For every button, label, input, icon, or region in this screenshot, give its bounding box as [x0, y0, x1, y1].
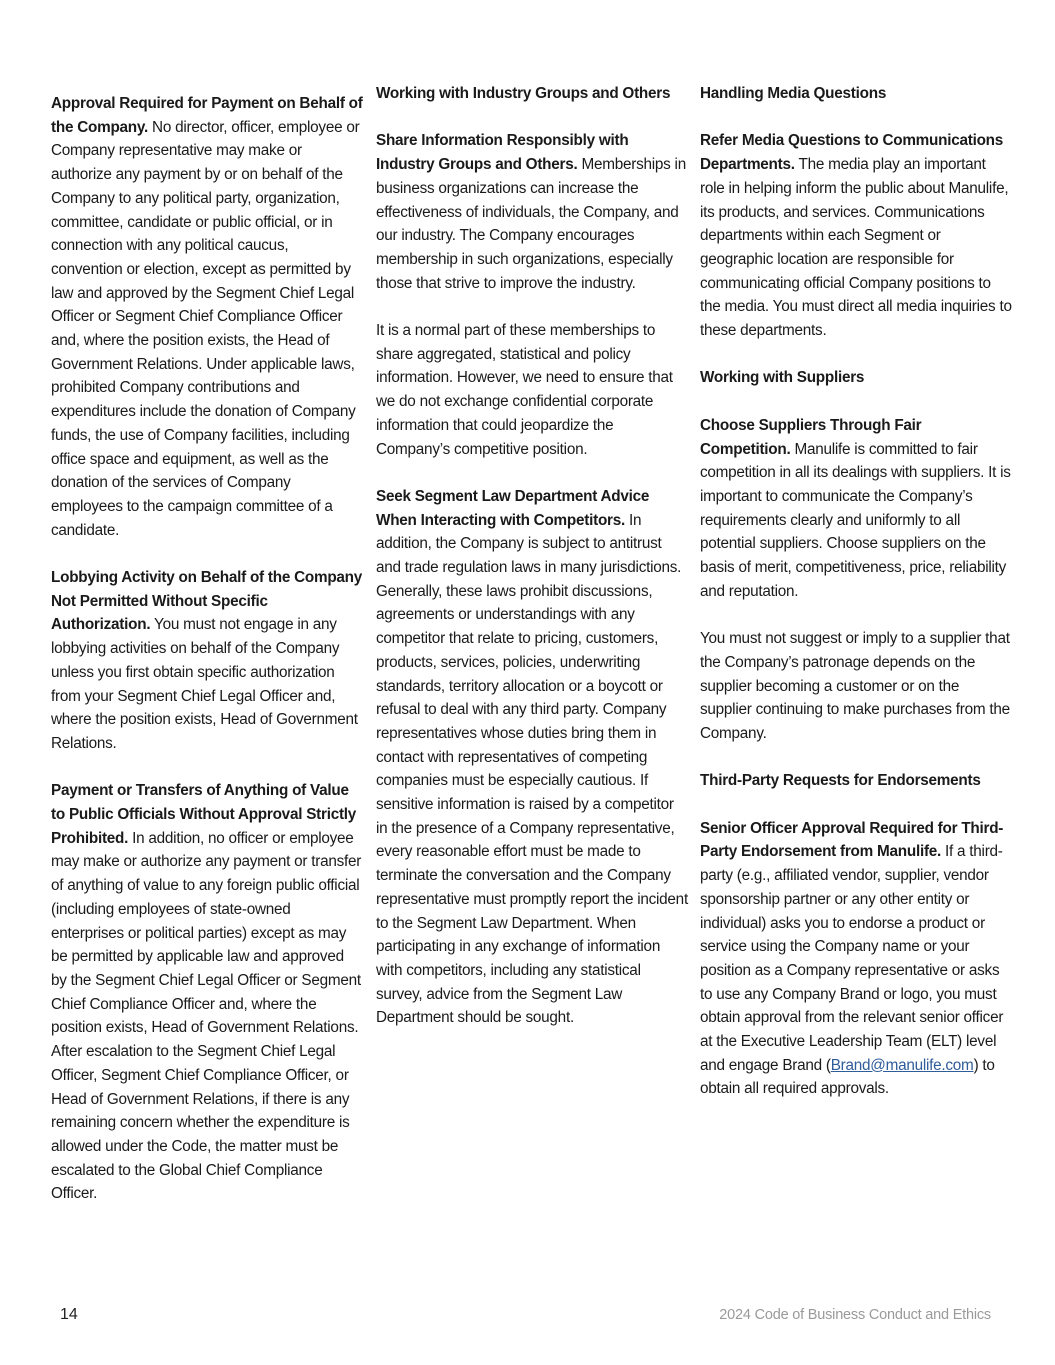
section-heading: Third-Party Requests for Endorsements	[700, 772, 981, 790]
paragraph-text: The media play an important role in helping inform the public about Manulife, its products, and services. Communications departments within each Segment or geographic location are responsible for communicating official Company positions to the media. You must direct all media inquiries to these departments.	[700, 156, 1012, 340]
paragraph-lead: Refer Media Questions to Communications Departments.	[700, 132, 1004, 174]
paragraph-memberships: It is a normal part of these memberships to share aggregated, statistical and policy information. However, we need to ensure that we do not exchange confidential corporate information that could jeopardize the Company’s competitive position.	[376, 322, 673, 458]
paragraph-endorsements	[700, 817, 1012, 1101]
column-1	[51, 92, 363, 1230]
paragraph-text: Memberships in business organizations can increase the effectiveness of individuals, the Company, and our industry. The Company encourages membership in such organizations, especially those that strive to improve the industry.	[376, 156, 686, 292]
paragraph-text: If a third-party (e.g., affiliated vendor, supplier, vendor sponsorship partner or any other entity or individual) asks you to endorse a product or service using the Company name or your position as a Company representative or asks to use any Company Brand or logo, you must obtain approval from the relevant senior officer at the Executive Leadership Team (ELT) level and engage Brand (	[700, 843, 1004, 1074]
paragraph-patronage: You must not suggest or imply to a supplier that the Company’s patronage depends on the supplier becoming a customer or on the supplier continuing to make purchases from the Company.	[700, 630, 1010, 742]
paragraph-text: No director, officer, employee or Company representative may make or authorize any payment by or on behalf of the Company to any political party, organization, committee, candidate or public official, or in connection with any political caucus, convention or election, except as permitted by law and approved by the Segment Chief Legal Officer or Segment Chief Compliance Officer and, where the position exists, the Head of Government Relations. Under applicable laws, prohibited Company contributions and expenditures include the donation of Company funds, the use of Company facilities, including office space and equipment, as well as the donation of the services of Company employees to the campaign committee of a candidate.	[51, 118, 360, 539]
paragraph-lead: Payment or Transfers of Anything of Value to Public Officials Without Approval Strictly Prohibited.	[51, 782, 357, 847]
paragraph-suppliers	[700, 414, 1012, 604]
paragraph-lead: Lobbying Activity on Behalf of the Company Not Permitted Without Specific Authorization.	[51, 569, 363, 634]
column-2	[376, 82, 688, 1054]
paragraph-media	[700, 129, 1012, 342]
section-heading: Working with Industry Groups and Others	[376, 85, 671, 102]
brand-email-link[interactable]: Brand@manulife.com	[830, 1056, 974, 1074]
paragraph-text: In addition, the Company is subject to antitrust and trade regulation laws in many jurisdictions. Generally, these laws prohibit discussions, agreements or understandings with any competitor that relate to pricing, customers, products, services, policies, underwriting standards, territory allocation or a boycott or refusal to deal with any third party. Company representatives whose duties bring them in contact with representatives of competing companies must be especially cautious. If sensitive information is raised by a competitor in the presence of a Company representative, every reasonable effort must be made to terminate the conversation and the Company representative must promptly report the incident to the Segment Law Department. When participating in any exchange of information with competitors, including any statistical survey, advice from the Segment Law Department should be sought.	[376, 511, 688, 1027]
footer-title: 2024 Code of Business Conduct and Ethics	[719, 1307, 991, 1323]
paragraph-text: In addition, no officer or employee may make or authorize any payment or transfer of anything of value to any foreign public official (including employees of state-owned enterprises or political parties) except as may be permitted by applicable law and approved by the Segment Chief Legal Officer or Segment Chief Compliance Officer and, where the position exists, Head of Government Relations. After escalation to the Segment Chief Legal Officer, Segment Chief Compliance Officer, or Head of Government Relations, if there is any remaining concern whether the expenditure is allowed under the Code, the matter must be escalated to the Global Chief Compliance Officer.	[51, 829, 362, 1203]
paragraph-political-payment	[51, 92, 363, 542]
paragraph-lead: Approval Required for Payment on Behalf of the Company.	[51, 95, 363, 136]
page-number: 14	[60, 1306, 78, 1323]
paragraph-text: You must not engage in any lobbying activities on behalf of the Company unless you first obtain specific authorization from your Segment Chief Legal Officer and, where the position exists, Head of Government Relations.	[51, 616, 358, 752]
paragraph-public-officials	[51, 779, 363, 1206]
paragraph-lead: Share Information Responsibly with Industry Groups and Others.	[376, 132, 629, 174]
paragraph-competitors	[376, 485, 688, 1030]
paragraph-lead: Senior Officer Approval Required for Third-Party Endorsement from Manulife.	[700, 819, 1004, 861]
paragraph-lead: Choose Suppliers Through Fair Competition.	[700, 416, 922, 458]
section-heading: Handling Media Questions	[700, 85, 887, 102]
paragraph-text: Manulife is committed to fair competition in all its dealings with suppliers. It is important to communicate the Company’s requirements clearly and uniformly to all potential suppliers. Choose suppliers on the basis of merit, competitiveness, price, reliability and reputation.	[700, 440, 1011, 600]
paragraph-lead: Seek Segment Law Department Advice When Interacting with Competitors.	[376, 487, 650, 529]
paragraph-lobbying	[51, 566, 363, 756]
column-3	[700, 82, 1012, 1125]
section-heading: Working with Suppliers	[700, 369, 865, 387]
paragraph-share-information	[376, 129, 688, 295]
paragraph-text: ) to obtain all required approvals.	[700, 1056, 995, 1098]
